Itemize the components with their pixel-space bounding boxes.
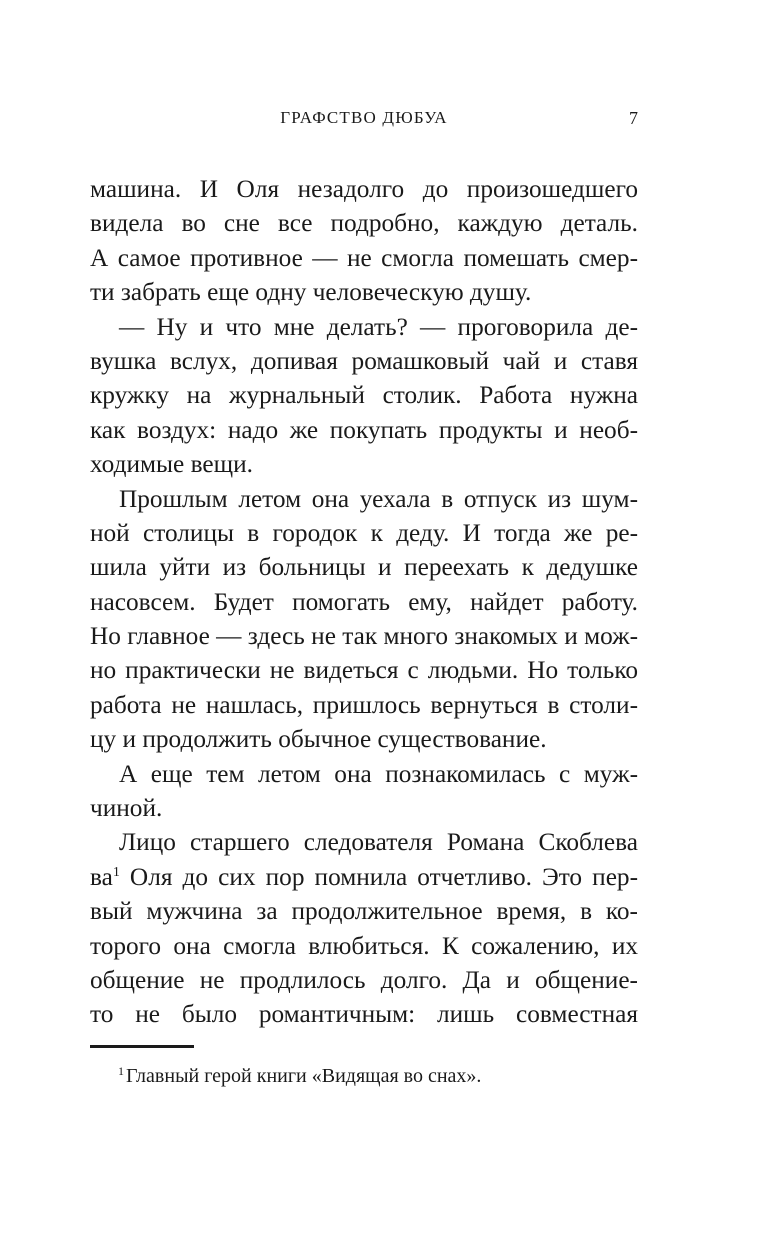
text-line: А самое противное — не смогла помешать смер- [90, 243, 638, 272]
text-line: ти забрать еще одну человеческую душу. [90, 278, 532, 307]
footnote-mark: 1 [118, 1064, 124, 1078]
text-line: А еще тем летом она познакомилась с муж- [119, 759, 638, 788]
text-line: но практически не видеться с людьми. Но только [90, 656, 638, 685]
text-line: то не было романтичным: лишь совместная [90, 1000, 638, 1029]
text-line: ходимые вещи. [90, 450, 253, 479]
text-line: насовсем. Будет помогать ему, найдет работу. [90, 587, 638, 616]
text-line: машина. И Оля незадолго до произошедшего [90, 175, 638, 203]
footnote-text: Главный герой книги «Видящая во снах». [126, 1065, 482, 1087]
text-line: ной столицы в городок к деду. И тогда же ре- [90, 518, 638, 547]
body-text [90, 172, 638, 1032]
text-line: шила уйти из больницы и переехать к дедушке [90, 553, 638, 582]
paragraph [90, 825, 638, 1031]
text-line: чиной. [90, 794, 163, 823]
footnote-divider [90, 1045, 194, 1048]
paragraph [90, 172, 638, 310]
paragraph [90, 310, 638, 482]
paragraph [90, 757, 638, 826]
text-line: как воздух: надо же покупать продукты и необ- [90, 415, 638, 444]
chapter-title: ГРАФСТВО ДЮБУА [280, 108, 448, 127]
text-line: торого она смогла влюбиться. К сожалению, их [90, 931, 638, 960]
page-number: 7 [629, 108, 638, 128]
footnote [118, 1063, 638, 1089]
text-fragment: ва [90, 862, 113, 891]
text-line: Лицо старшего следователя Романа Скоблева [119, 828, 638, 857]
text-fragment: Оля до сих пор помнила отчетливо. Это пер- [119, 862, 638, 891]
text-line: кружку на журнальный столик. Работа нужна [90, 381, 638, 410]
text-line: вый мужчина за продолжительное время, в ко- [90, 897, 638, 926]
text-line: общение не продлилось долго. Да и общение- [90, 965, 638, 994]
text-line-with-footnote [90, 860, 638, 894]
text-line: видела во сне все подробно, каждую деталь. [90, 209, 638, 238]
paragraph [90, 482, 638, 757]
text-line: Но главное — здесь не так много знакомых и мож- [90, 622, 639, 651]
running-head [90, 108, 638, 134]
text-line: — Ну и что мне делать? — проговорила де- [119, 312, 638, 341]
footnote-reference[interactable]: 1 [112, 864, 120, 880]
text-line: Прошлым летом она уехала в отпуск из шум- [119, 484, 638, 513]
text-line: работа не нашлась, пришлось вернуться в столи- [90, 690, 638, 719]
text-line: цу и продолжить обычное существование. [90, 725, 547, 754]
text-line: вушка вслух, допивая ромашковый чай и ставя [90, 346, 638, 375]
